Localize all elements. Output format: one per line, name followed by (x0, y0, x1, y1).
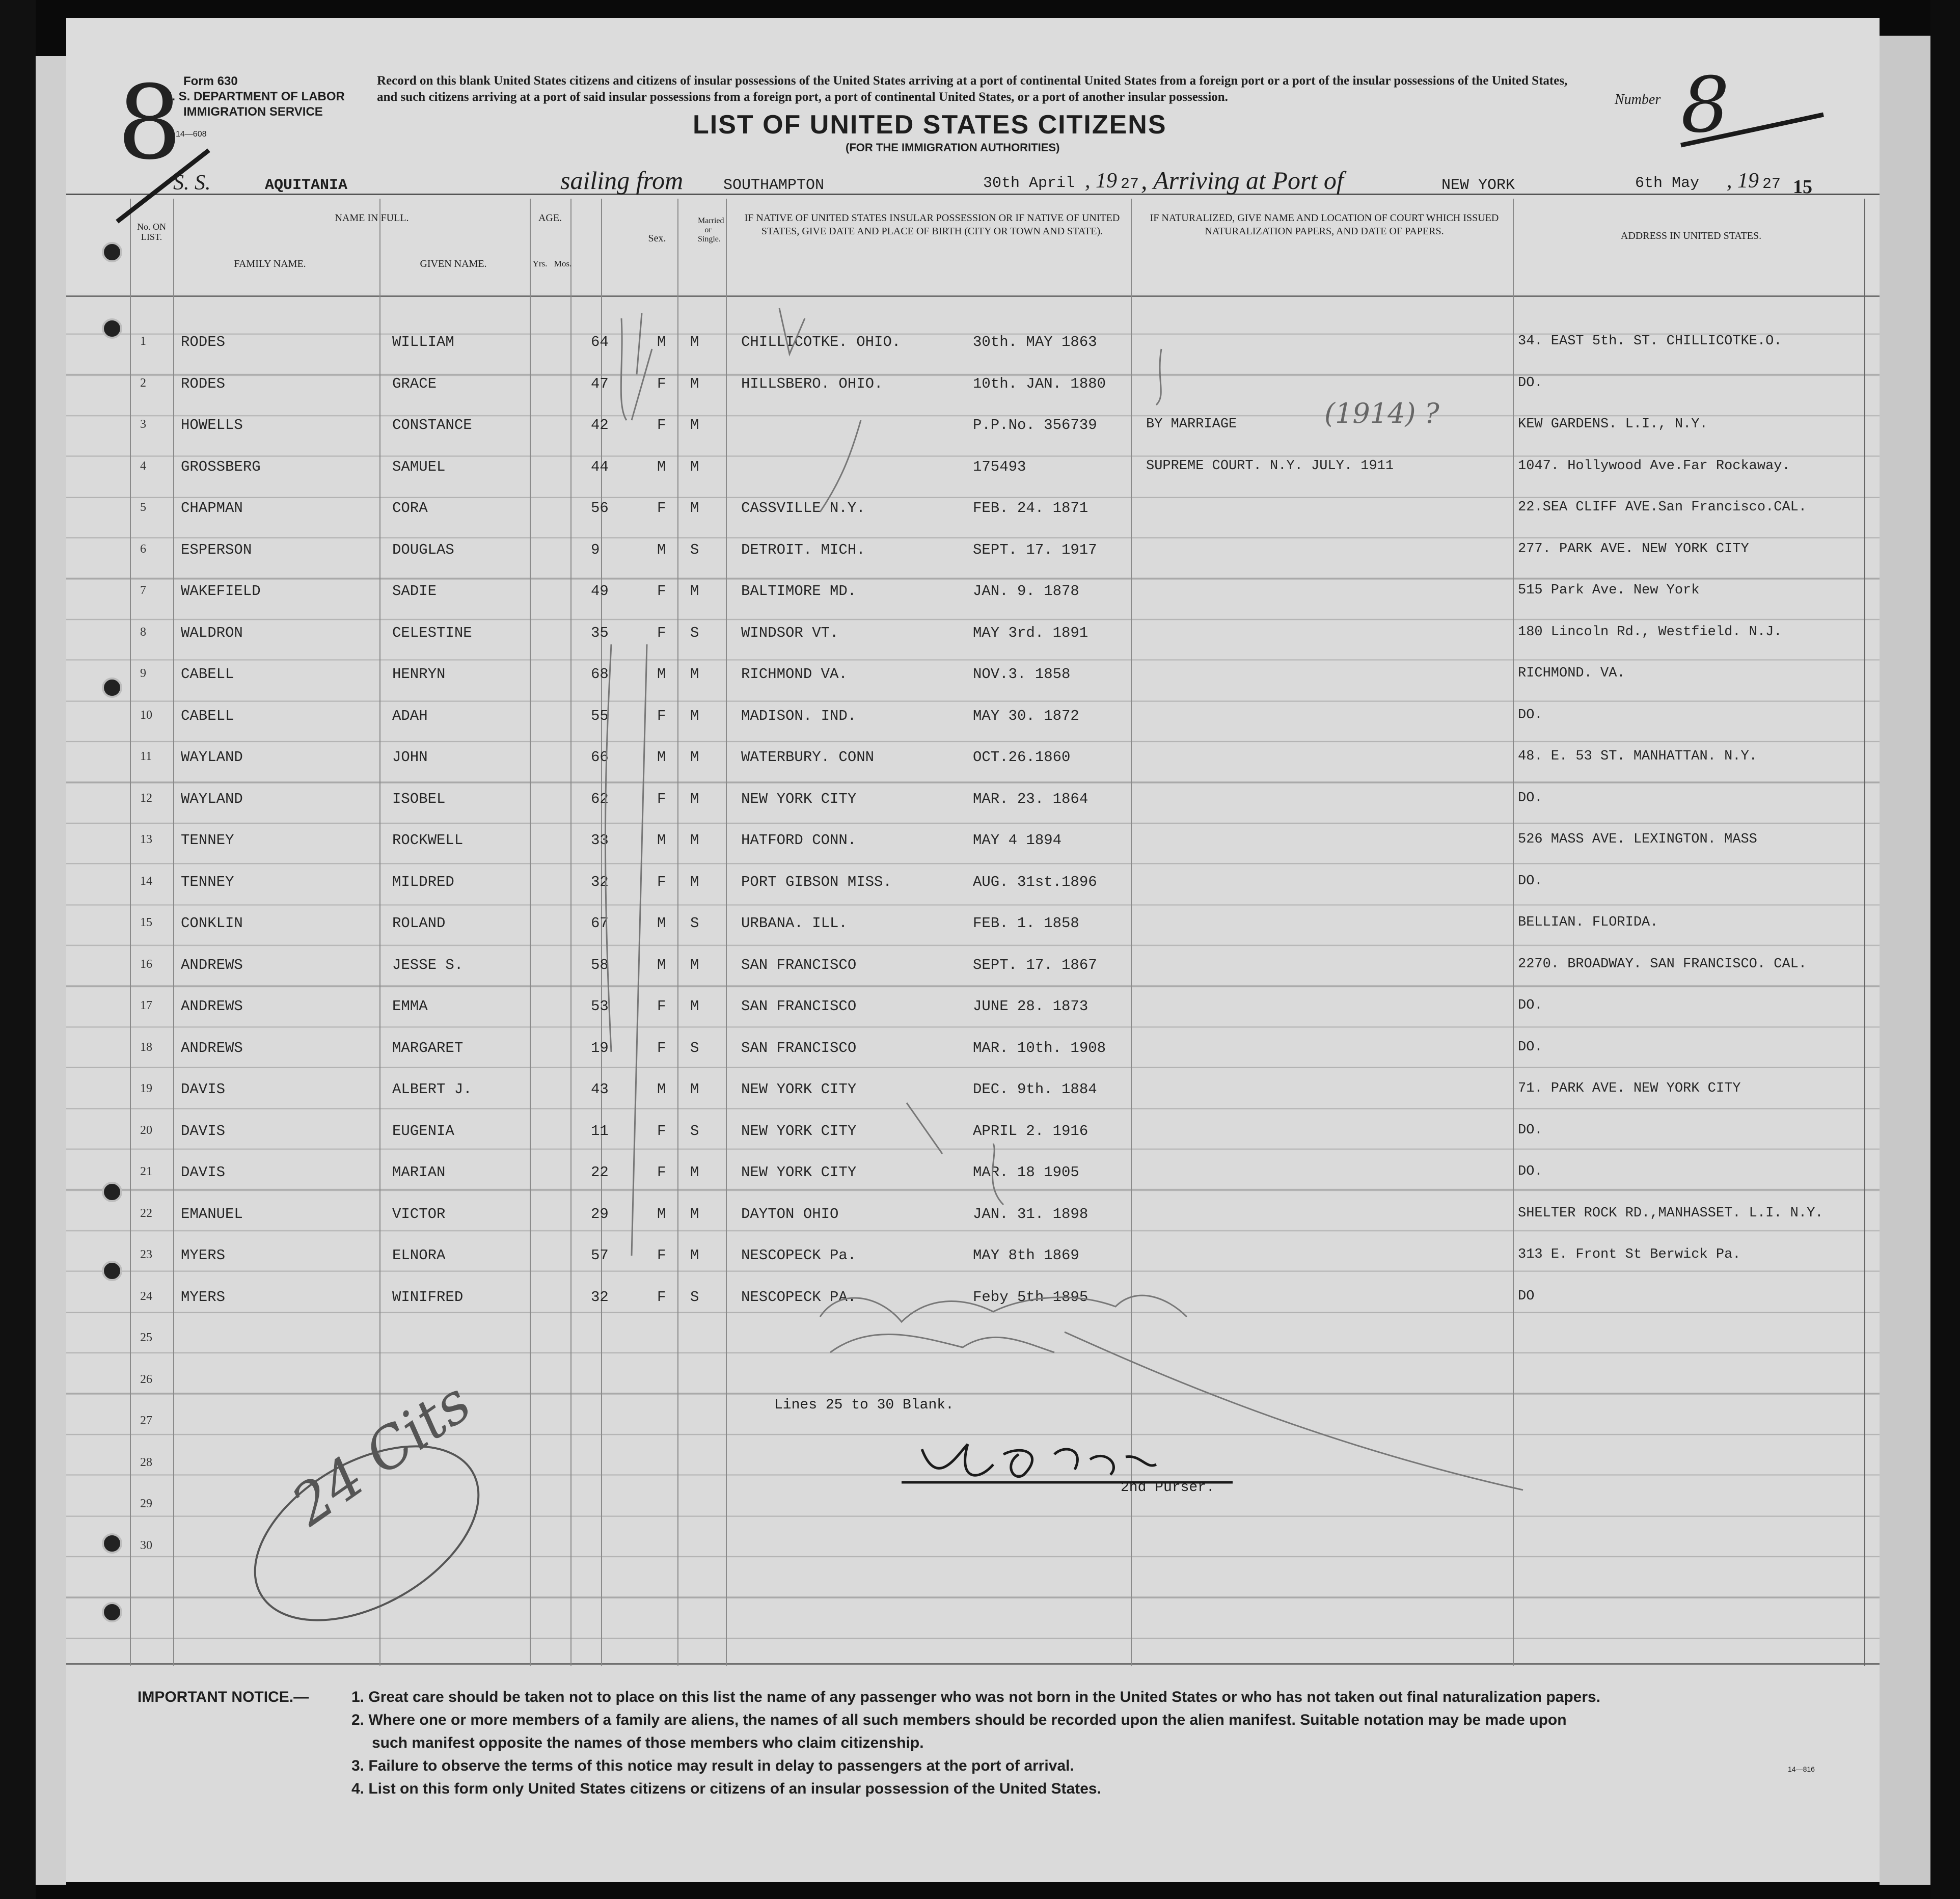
row-family-name: ANDREWS (181, 998, 243, 1015)
row-address: 526 MASS AVE. LEXINGTON. MASS (1518, 832, 1757, 847)
row-birthdate: SEPT. 17. 1917 (973, 541, 1097, 558)
row-sex: M (657, 666, 666, 683)
row-birthdate: MAR. 10th. 1908 (973, 1039, 1106, 1056)
number-label: Number (1615, 92, 1661, 107)
row-marital-status: M (690, 666, 699, 683)
row-line-number: 8 (140, 625, 146, 639)
row-given-name: WINIFRED (392, 1288, 464, 1306)
row-marital-status: S (690, 915, 699, 932)
row-family-name: CABELL (181, 666, 234, 683)
row-marital-status: M (690, 375, 699, 392)
row-birthdate: P.P.No. 356739 (973, 417, 1097, 433)
punch-hole (102, 1533, 122, 1554)
row-address: 34. EAST 5th. ST. CHILLICOTKE.O. (1518, 334, 1782, 349)
row-age: 67 (591, 915, 609, 932)
row-marital-status: S (690, 1122, 699, 1140)
col-name-in-full: NAME IN FULL. (335, 212, 409, 224)
count-note: 24 Cits (280, 1369, 482, 1538)
col-no-on-list: No. ON LIST. (137, 222, 166, 242)
row-line-number: 18 (140, 1040, 152, 1054)
row-age: 66 (591, 749, 609, 766)
service-name: IMMIGRATION SERVICE (183, 105, 323, 119)
col-age-months: Mos. (554, 259, 572, 268)
row-family-name: EMANUEL (181, 1205, 243, 1223)
margin-note: (1914) ? (1324, 397, 1439, 429)
department-name: U. S. DEPARTMENT OF LABOR (163, 90, 345, 103)
row-family-name: MYERS (181, 1247, 226, 1264)
row-sex: F (657, 375, 666, 392)
row-line-number: 9 (140, 667, 146, 680)
row-age: 49 (591, 583, 609, 600)
row-family-name: CABELL (181, 707, 234, 724)
row-given-name: SAMUEL (392, 458, 446, 475)
row-marital-status: M (690, 458, 699, 475)
table-bottom-rule (66, 1663, 1880, 1665)
row-birthdate: NOV.3. 1858 (973, 666, 1071, 683)
row-birthplace: BALTIMORE MD. (741, 583, 857, 600)
row-birthplace: WATERBURY. CONN (741, 749, 875, 766)
row-age: 55 (591, 707, 609, 724)
row-birthdate: AUG. 31st.1896 (973, 873, 1097, 890)
row-birthplace: NESCOPECK PA. (741, 1288, 857, 1306)
row-given-name: JOHN (392, 749, 428, 766)
row-address: 71. PARK AVE. NEW YORK CITY (1518, 1081, 1741, 1096)
row-line-number: 6 (140, 542, 146, 556)
row-birthdate: MAR. 23. 1864 (973, 790, 1088, 807)
row-family-name: RODES (181, 334, 226, 350)
sailing-label: sailing from (560, 166, 684, 195)
row-given-name: MARIAN (392, 1164, 446, 1181)
punch-hole (102, 1602, 122, 1622)
row-line-number: 5 (140, 501, 146, 514)
row-sex: F (657, 1288, 666, 1306)
row-birthplace: MADISON. IND. (741, 707, 857, 724)
row-birthplace: DAYTON OHIO (741, 1205, 839, 1223)
row-age: 42 (591, 417, 609, 433)
notice-label: IMPORTANT NOTICE.— (138, 1689, 309, 1705)
row-marital-status: M (690, 707, 699, 724)
row-sex: M (657, 541, 666, 558)
row-line-number: 15 (140, 916, 152, 929)
row-birthdate: APRIL 2. 1916 (973, 1122, 1088, 1140)
row-marital-status: M (690, 1205, 699, 1223)
row-family-name: WALDRON (181, 624, 243, 641)
row-birthplace: NEW YORK CITY (741, 1164, 857, 1181)
row-address: 180 Lincoln Rd., Westfield. N.J. (1518, 624, 1782, 640)
row-age: 29 (591, 1205, 609, 1223)
row-birthplace: SAN FRANCISCO (741, 998, 857, 1015)
row-line-number: 20 (140, 1123, 152, 1137)
row-line-number: 1 (140, 335, 146, 348)
notice-item-2-cont: such manifest opposite the names of those members who claim citizenship. (372, 1734, 924, 1751)
row-birthplace: SAN FRANCISCO (741, 956, 857, 973)
row-birthdate: OCT.26.1860 (973, 749, 1071, 766)
row-age: 32 (591, 873, 609, 890)
row-sex: F (657, 707, 666, 724)
row-sex: F (657, 1247, 666, 1264)
blank-lines-note: Lines 25 to 30 Blank. (774, 1397, 954, 1413)
row-given-name: ALBERT J. (392, 1081, 472, 1098)
row-family-name: TENNEY (181, 832, 234, 849)
row-family-name: WAKEFIELD (181, 583, 261, 600)
sailing-year-prefix: , 19 (1085, 169, 1117, 193)
row-birthplace: HILLSBERO. OHIO. (741, 375, 883, 392)
row-marital-status: M (690, 583, 699, 600)
row-sex: M (657, 749, 666, 766)
row-marital-status: M (690, 956, 699, 973)
row-address: DO. (1518, 707, 1543, 723)
row-sex: F (657, 1164, 666, 1181)
row-line-number: 24 (140, 1289, 152, 1303)
row-line-number: 19 (140, 1082, 152, 1095)
row-family-name: WAYLAND (181, 790, 243, 807)
col-naturalization: IF NATURALIZED, GIVE NAME AND LOCATION OF COURT WHICH ISSUED NATURALIZATION PAPERS, AND DATE OF PAPERS. (1150, 212, 1499, 237)
number-strike-mark (1676, 110, 1829, 150)
row-age: 64 (591, 334, 609, 350)
row-address: DO. (1518, 998, 1543, 1013)
row-birthdate: 10th. JAN. 1880 (973, 375, 1106, 392)
row-age: 47 (591, 375, 609, 392)
blank-line-number: 26 (140, 1372, 152, 1386)
row-address: KEW GARDENS. L.I., N.Y. (1518, 417, 1708, 432)
col-married-or-single: Married or Single. (698, 216, 724, 243)
row-birthplace: DETROIT. MICH. (741, 541, 865, 558)
page-edge-right (1880, 36, 1930, 1885)
row-sex: F (657, 417, 666, 433)
row-family-name: MYERS (181, 1288, 226, 1306)
row-birthplace: NEW YORK CITY (741, 790, 857, 807)
corner-number-mark: 8 (117, 64, 182, 182)
row-birthplace: RICHMOND VA. (741, 666, 848, 683)
row-naturalization: SUPREME COURT. N.Y. JULY. 1911 (1146, 458, 1394, 474)
row-line-number: 13 (140, 833, 152, 846)
row-family-name: GROSSBERG (181, 458, 261, 475)
row-line-number: 16 (140, 957, 152, 971)
arrival-year: 27 (1762, 176, 1781, 193)
record-instructions: Record on this blank United States citizens and citizens of insular possessions of the United States arriving at a port of continental United States from a foreign port or a port of the insular possessions of the United States, and such citizens arriving at a port of said insular possessions from a foreign port, a port of continental United States, or a port of another insular possession. (377, 74, 1568, 104)
page-header-area (66, 18, 1880, 293)
col-family-name: FAMILY NAME. (234, 258, 306, 269)
blank-line-number: 30 (140, 1538, 152, 1552)
row-marital-status: M (690, 417, 699, 433)
row-naturalization: BY MARRIAGE (1146, 417, 1237, 432)
row-family-name: ESPERSON (181, 541, 252, 558)
row-marital-status: S (690, 1288, 699, 1306)
row-sex: F (657, 998, 666, 1015)
row-marital-status: M (690, 790, 699, 807)
row-birthplace: HATFORD CONN. (741, 832, 857, 849)
row-line-number: 14 (140, 874, 152, 888)
row-family-name: HOWELLS (181, 417, 243, 433)
row-age: 43 (591, 1081, 609, 1098)
row-line-number: 22 (140, 1206, 152, 1220)
row-address: RICHMOND. VA. (1518, 666, 1625, 681)
row-address: DO (1518, 1288, 1535, 1304)
row-given-name: SADIE (392, 583, 437, 600)
row-birthplace: NESCOPECK Pa. (741, 1247, 857, 1264)
row-marital-status: M (690, 1164, 699, 1181)
row-marital-status: M (690, 500, 699, 517)
row-family-name: CHAPMAN (181, 500, 243, 517)
row-age: 53 (591, 998, 609, 1015)
col-given-name: GIVEN NAME. (420, 258, 487, 269)
row-sex: M (657, 458, 666, 475)
sailing-year: 27 (1121, 176, 1139, 193)
row-line-number: 7 (140, 584, 146, 597)
row-marital-status: M (690, 1247, 699, 1264)
row-given-name: JESSE S. (392, 956, 464, 973)
list-number: 8 (1681, 61, 1730, 150)
sailing-date: 30th April (983, 175, 1075, 192)
row-age: 22 (591, 1164, 609, 1181)
row-address: 22.SEA CLIFF AVE.San Francisco.CAL. (1518, 500, 1807, 515)
blank-line-number: 27 (140, 1414, 152, 1427)
row-birthdate: JUNE 28. 1873 (973, 998, 1088, 1015)
check-marks (576, 288, 1187, 1358)
row-family-name: TENNEY (181, 873, 234, 890)
row-birthdate: Feby 5th 1895 (973, 1288, 1088, 1306)
row-sex: F (657, 624, 666, 641)
document-title: LIST OF UNITED STATES CITIZENS (693, 110, 1167, 140)
row-age: 19 (591, 1039, 609, 1056)
scan-border-left (0, 0, 36, 1899)
arrival-date: 6th May (1635, 175, 1700, 192)
row-given-name: MILDRED (392, 873, 454, 890)
row-birthdate: MAY 4 1894 (973, 832, 1062, 849)
row-address: 313 E. Front St Berwick Pa. (1518, 1247, 1741, 1262)
row-address: 515 Park Ave. New York (1518, 583, 1700, 598)
row-given-name: ADAH (392, 707, 428, 724)
row-address: 48. E. 53 ST. MANHATTAN. N.Y. (1518, 749, 1757, 764)
row-address: DO. (1518, 1164, 1543, 1179)
arrival-port: NEW YORK (1441, 177, 1515, 194)
row-given-name: ROLAND (392, 915, 446, 932)
row-birthplace: PORT GIBSON MISS. (741, 873, 892, 890)
row-birthdate: MAY 30. 1872 (973, 707, 1079, 724)
row-birthplace: CASSVILLE N.Y. (741, 500, 865, 517)
row-given-name: EUGENIA (392, 1122, 454, 1140)
row-birthdate: MAY 3rd. 1891 (973, 624, 1088, 641)
row-line-number: 4 (140, 459, 146, 473)
row-line-number: 2 (140, 376, 146, 390)
row-given-name: WILLIAM (392, 334, 454, 350)
blank-line-number: 25 (140, 1331, 152, 1344)
row-birthdate: MAY 8th 1869 (973, 1247, 1079, 1264)
row-age: 62 (591, 790, 609, 807)
row-sex: F (657, 500, 666, 517)
row-marital-status: M (690, 873, 699, 890)
row-sex: M (657, 832, 666, 849)
form-agency-block (163, 74, 345, 120)
row-sex: M (657, 334, 666, 350)
row-given-name: ELNORA (392, 1247, 446, 1264)
row-sex: F (657, 1122, 666, 1140)
row-address: 1047. Hollywood Ave.Far Rockaway. (1518, 458, 1790, 474)
row-marital-status: S (690, 541, 699, 558)
row-address: SHELTER ROCK RD.,MANHASSET. L.I. N.Y. (1518, 1205, 1823, 1221)
row-birthplace: WINDSOR VT. (741, 624, 839, 641)
row-age: 32 (591, 1288, 609, 1306)
row-given-name: CORA (392, 500, 428, 517)
row-age: 44 (591, 458, 609, 475)
row-line-number: 17 (140, 999, 152, 1012)
row-given-name: HENRYN (392, 666, 446, 683)
ship-name: AQUITANIA (265, 177, 348, 194)
row-age: 35 (591, 624, 609, 641)
row-family-name: WAYLAND (181, 749, 243, 766)
col-rule (1864, 199, 1865, 1666)
row-age: 33 (591, 832, 609, 849)
row-sex: M (657, 956, 666, 973)
row-marital-status: S (690, 624, 699, 641)
notice-item-1: 1. Great care should be taken not to place on this list the name of any passenger who was not born in the United States or who has not taken out final naturalization papers. (351, 1689, 1601, 1705)
departure-port: SOUTHAMPTON (723, 177, 825, 194)
row-line-number: 10 (140, 708, 152, 722)
row-age: 58 (591, 956, 609, 973)
document-subtitle: (FOR THE IMMIGRATION AUTHORITIES) (846, 141, 1060, 154)
row-birthdate: 175493 (973, 458, 1026, 475)
row-birthdate: 30th. MAY 1863 (973, 334, 1097, 350)
row-given-name: GRACE (392, 375, 437, 392)
row-given-name: CELESTINE (392, 624, 472, 641)
row-given-name: ISOBEL (392, 790, 446, 807)
arrival-year-prefix: , 19 (1727, 169, 1759, 193)
row-marital-status: M (690, 334, 699, 350)
row-age: 9 (591, 541, 600, 558)
row-marital-status: M (690, 1081, 699, 1098)
row-given-name: ROCKWELL (392, 832, 464, 849)
form-number: Form 630 (183, 74, 238, 88)
row-line-number: 11 (140, 750, 152, 763)
arriving-label: , Arriving at Port of (1141, 166, 1344, 195)
row-birthplace: CHILLICOTKE. OHIO. (741, 334, 901, 350)
row-family-name: DAVIS (181, 1122, 226, 1140)
row-age: 11 (591, 1122, 609, 1140)
row-family-name: DAVIS (181, 1164, 226, 1181)
page-number: 15 (1793, 176, 1812, 198)
row-sex: M (657, 915, 666, 932)
row-family-name: CONKLIN (181, 915, 243, 932)
row-address: 277. PARK AVE. NEW YORK CITY (1518, 541, 1749, 557)
row-age: 57 (591, 1247, 609, 1264)
col-sex: Sex. (648, 233, 666, 244)
row-birthdate: JAN. 9. 1878 (973, 583, 1079, 600)
row-birthdate: FEB. 24. 1871 (973, 500, 1088, 517)
row-sex: F (657, 1039, 666, 1056)
row-given-name: MARGARET (392, 1039, 464, 1056)
row-birthplace: NEW YORK CITY (741, 1122, 857, 1140)
row-birthdate: FEB. 1. 1858 (973, 915, 1079, 932)
col-address: ADDRESS IN UNITED STATES. (1620, 230, 1762, 241)
row-family-name: ANDREWS (181, 956, 243, 973)
row-sex: F (657, 583, 666, 600)
row-marital-status: S (690, 1039, 699, 1056)
col-age-years: Yrs. (532, 259, 548, 268)
row-birthdate: DEC. 9th. 1884 (973, 1081, 1097, 1098)
stamp-scribble (810, 1276, 1548, 1521)
row-address: DO. (1518, 375, 1543, 391)
row-sex: M (657, 1081, 666, 1098)
col-age: AGE. (538, 212, 562, 224)
row-family-name: RODES (181, 375, 226, 392)
row-birthplace: NEW YORK CITY (741, 1081, 857, 1098)
row-address: BELLIAN. FLORIDA. (1518, 915, 1658, 930)
page-edge-left (36, 56, 66, 1885)
punch-hole (102, 242, 122, 262)
row-given-name: DOUGLAS (392, 541, 454, 558)
row-address: DO. (1518, 1122, 1543, 1138)
notice-item-3: 3. Failure to observe the terms of this notice may result in delay to passengers at the port of arrival. (351, 1757, 1074, 1774)
row-address: DO. (1518, 873, 1543, 889)
row-marital-status: M (690, 749, 699, 766)
col-birth: IF NATIVE OF UNITED STATES INSULAR POSSESSION OR IF NATIVE OF UNITED STATES, GIVE DATE AND PLACE OF BIRTH (CITY OR TOWN AND STATE). (744, 212, 1120, 237)
row-birthdate: JAN. 31. 1898 (973, 1205, 1088, 1223)
row-address: DO. (1518, 1039, 1543, 1055)
row-given-name: VICTOR (392, 1205, 446, 1223)
row-family-name: ANDREWS (181, 1039, 243, 1056)
row-birthplace: URBANA. ILL. (741, 915, 848, 932)
row-sex: F (657, 873, 666, 890)
blank-line-number: 28 (140, 1455, 152, 1469)
row-birthplace: SAN FRANCISCO (741, 1039, 857, 1056)
scan-border-right (1930, 0, 1960, 1899)
row-given-name: CONSTANCE (392, 417, 472, 433)
row-age: 68 (591, 666, 609, 683)
form-code: 14—608 (176, 130, 207, 139)
notice-form-code: 14—816 (1788, 1765, 1815, 1773)
row-family-name: DAVIS (181, 1081, 226, 1098)
row-given-name: EMMA (392, 998, 428, 1015)
notice-item-4: 4. List on this form only United States citizens or citizens of an insular possession of the United States. (351, 1780, 1101, 1797)
manifest-page (66, 18, 1880, 1882)
row-age: 56 (591, 500, 609, 517)
row-line-number: 3 (140, 418, 146, 431)
row-birthdate: MAR. 18 1905 (973, 1164, 1079, 1181)
row-address: 2270. BROADWAY. SAN FRANCISCO. CAL. (1518, 956, 1807, 972)
row-address: DO. (1518, 790, 1543, 806)
row-line-number: 23 (140, 1248, 152, 1261)
row-birthdate: SEPT. 17. 1867 (973, 956, 1097, 973)
row-sex: F (657, 790, 666, 807)
row-line-number: 12 (140, 791, 152, 805)
row-sex: M (657, 1205, 666, 1223)
notice-item-2: 2. Where one or more members of a family are aliens, the names of all such members should be recorded upon the alien manifest. Suitable notation may be made upon (351, 1712, 1567, 1728)
blank-line-number: 29 (140, 1497, 152, 1510)
row-line-number: 21 (140, 1165, 152, 1178)
row-marital-status: M (690, 998, 699, 1015)
ss-label: S. S. (173, 171, 211, 195)
row-marital-status: M (690, 832, 699, 849)
purser-title: 2nd Purser. (1121, 1480, 1215, 1496)
